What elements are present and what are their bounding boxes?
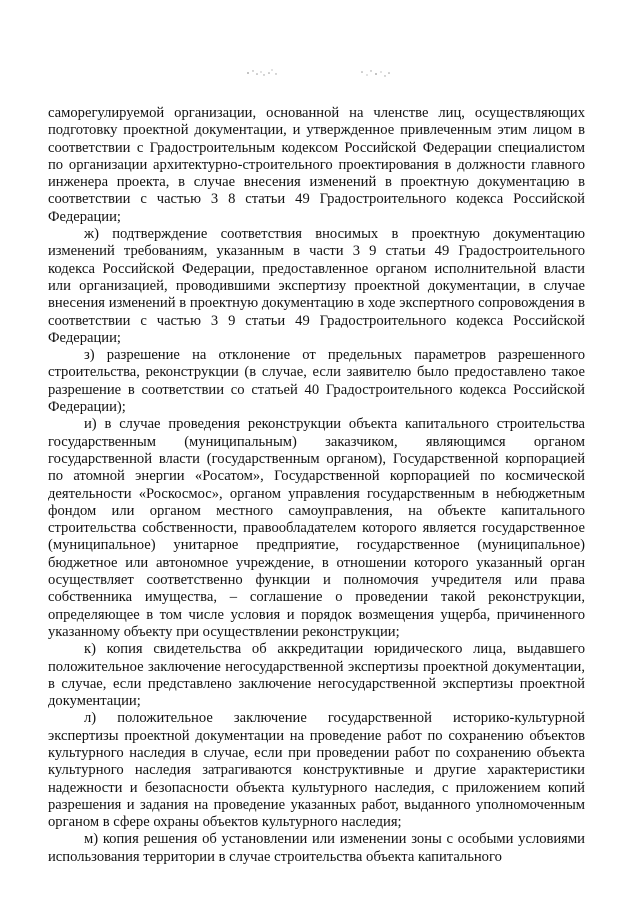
paragraph-item-l: л) положительное заключение государственной историко-культурной экспертизы проектной документации на проведение работ по сохранению объектов культурного наследия в случае, если при проведении работ по сохранению объекта культурного наследия затрагиваются конструктивные и другие характеристики надежности и безопасности объекта культурного наследия, с приложением копий разрешения и задания на проведение указанных работ, выданного уполномоченным органом в сфере охраны объектов культурного наследия; — [48, 710, 585, 831]
paragraph-item-i: и) в случае проведения реконструкции объекта капитального строительства государственным (муниципальным) заказчиком, являющимся органом государственной власти (государственным органом), Государственной корпорацией по атомной энергии «Росатом», Государственной корпорацией по космической деятельности «Роскосмос», органом управления государственным в небюджетным фондом или органом местного самоуправления, на объекте капитального строительства собственности, правообладателем которого является государственное (муниципальное) унитарное предприятие, государственное (муниципальное) бюджетное или автономное учреждение, в отношении которого указанный орган осуществляет соответственно функции и полномочия учредителя или права собственника имущества, – соглашение о проведении такой реконструкции, определяющее в том числе условия и порядок возмещения ущерба, причиненного указанному объекту при осуществлении реконструкции; — [48, 416, 585, 640]
paragraph-item-k: к) копия свидетельства об аккредитации юридического лица, выдавшего положительное заключение негосударственной экспертизы проектной документации, в случае, если представлено заключение негосударственной экспертизы проектной документации; — [48, 641, 585, 710]
paragraph-item-z: з) разрешение на отклонение от предельных параметров разрешенного строительства, реконструкции (в случае, если заявителю было предоставлено такое разрешение в соответствии со статьей 40 Градостроительного кодекса Российской Федерации); — [48, 347, 585, 416]
paragraph-item-zh: ж) подтверждение соответствия вносимых в проектную документацию изменений требованиям, указанным в части 3 9 статьи 49 Градостроительного кодекса Российской Федерации, предоставленное органом исполнительной власти или организацией, проводившими экспертизу проектной документации, в случае внесения изменений в проектную документацию в ходе экспертного сопровождения в соответствии с частью 3 9 статьи 49 Градостроительного кодекса Российской Федерации; — [48, 226, 585, 346]
paragraph-continuation: саморегулируемой организации, основанной на членстве лиц, осуществляющих подготовку проектной документации, и утвержденное привлеченным этим лицом в соответствии с Градостроительным кодексом Российской Федерации специалистом по организации архитектурно-строительного проектирования в должности главного инженера проекта, в случае внесения изменений в проектную документацию в соответствии с частью 3 8 статьи 49 Градостроительного кодекса Российской Федерации; — [48, 105, 585, 225]
paragraph-item-m: м) копия решения об установлении или изменении зоны с особыми условиями использования территории в случае строительства объекта капитального — [48, 831, 585, 865]
document-body — [48, 105, 585, 866]
scan-artifact-marks — [236, 66, 406, 80]
